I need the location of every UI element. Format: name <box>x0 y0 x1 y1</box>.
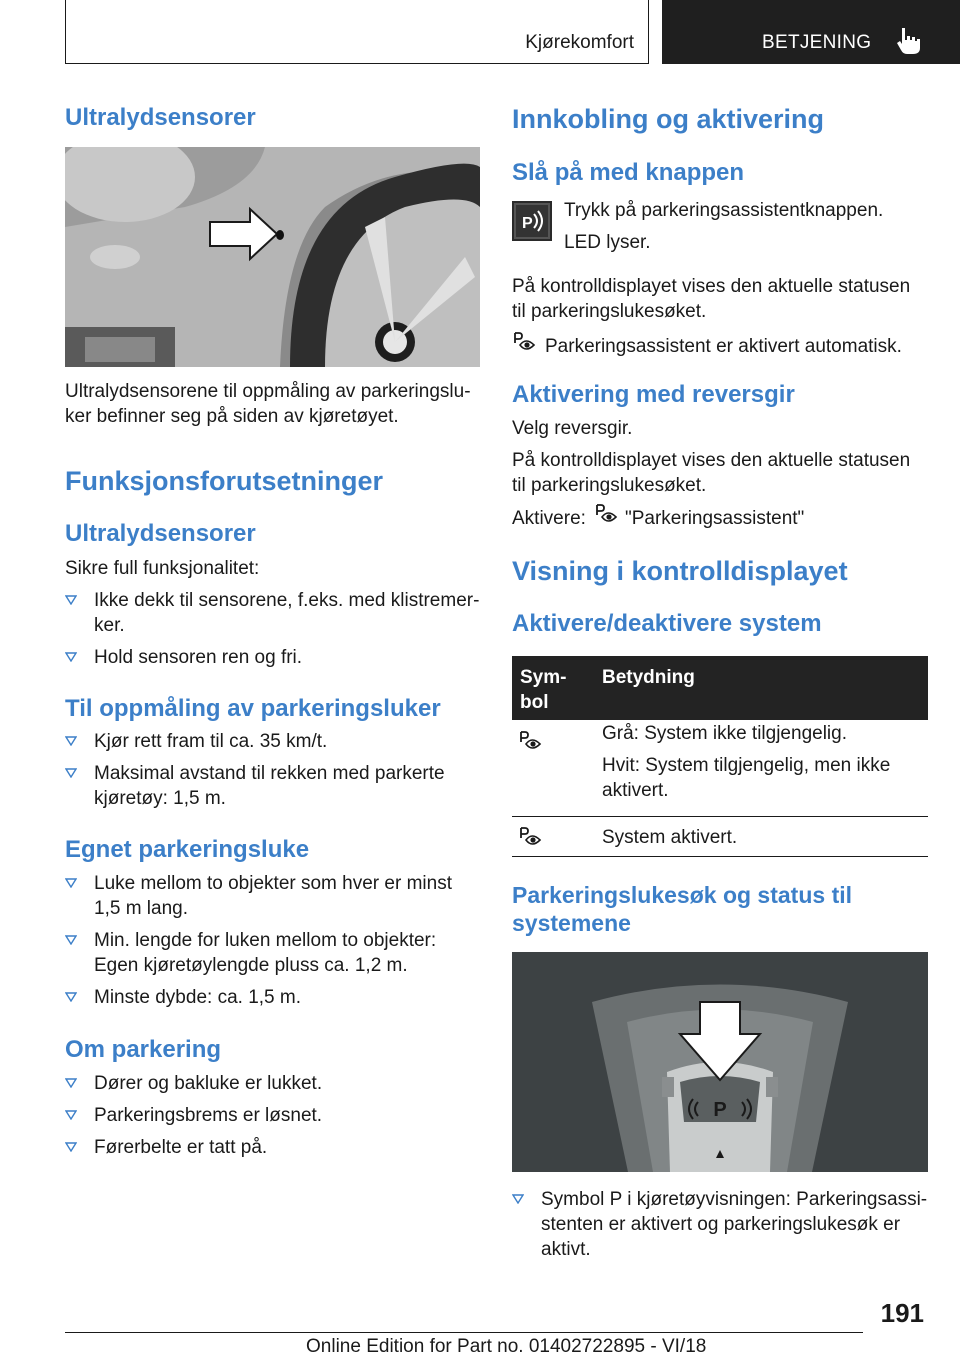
heading-egnet-parkeringsluke: Egnet parkeringsluke <box>65 836 310 863</box>
triangle-bullet-icon <box>65 1110 77 1120</box>
caption-line-1: Ultralydsensorene til oppmåling av parkeringslu- <box>65 381 471 402</box>
heading-innkobling: Innkobling og aktivering <box>512 104 825 134</box>
heading-parkeringslukesok-2: systemene <box>512 910 631 936</box>
table-header-meaning: Betydning <box>602 667 695 688</box>
parking-assistant-active-icon <box>512 331 536 353</box>
heading-aktivering-reversgir: Aktivering med reversgir <box>512 381 795 408</box>
display-status-line1: På kontrolldisplayet vises den aktuelle statusen <box>512 276 911 297</box>
list-item: Dører og bakluke er lukket. <box>65 1071 485 1096</box>
list-item: Kjør rett fram til ca. 35 km/t. <box>65 729 485 754</box>
triangle-bullet-icon <box>65 736 77 746</box>
table-cell-white-2: aktivert. <box>602 780 669 801</box>
header-chapter-title: BETJENING <box>762 32 872 53</box>
table-cell-white: Hvit: System tilgjengelig, men ikke <box>602 755 891 776</box>
table-header: Sym- bol Betydning <box>512 656 928 720</box>
control-display-image <box>512 952 928 1172</box>
triangle-bullet-icon <box>65 992 77 1002</box>
triangle-bullet-icon <box>512 1194 524 1204</box>
header-section-title: Kjørekomfort <box>525 32 634 53</box>
heading-ultralydsensorer: Ultralydsensorer <box>65 104 256 131</box>
triangle-bullet-icon <box>65 768 77 778</box>
triangle-bullet-icon <box>65 935 77 945</box>
header-chapter-box <box>662 0 960 64</box>
sikre-text: Sikre full funksjonalitet: <box>65 558 260 579</box>
display-status2-line2: til parkeringslukesøket. <box>512 475 707 496</box>
svg-text:P: P <box>522 215 533 232</box>
list-suitable-space <box>65 871 485 1010</box>
list-sensor-care <box>65 588 485 670</box>
aktivere-menu-item: "Parkeringsassistent" <box>625 508 805 529</box>
list-item: Førerbelte er tatt på. <box>65 1135 485 1160</box>
list-item: Symbol P i kjøretøyvisningen: Parkeringsassi- stenten er aktivert og parkeringslukesøk er aktivt. <box>512 1187 932 1262</box>
triangle-bullet-icon <box>65 878 77 888</box>
list-measuring <box>65 729 485 811</box>
table-row <box>512 720 928 817</box>
triangle-bullet-icon <box>65 652 77 662</box>
heading-parkeringslukesok-1: Parkeringslukesøk og status til <box>512 882 853 908</box>
car-sensor-photo <box>65 147 480 367</box>
list-item: Ikke dekk til sensorene, f.eks. med klistremer- ker. <box>65 588 485 638</box>
display-status-line2: til parkeringslukesøket. <box>512 301 707 322</box>
trykk-text: Trykk på parkeringsassistentknappen. <box>564 200 884 221</box>
footer-edition: Online Edition for Part no. 01402722895 - VI/18 <box>306 1336 707 1357</box>
triangle-bullet-icon <box>65 1078 77 1088</box>
list-symbol-p <box>512 1187 932 1262</box>
header-section-box <box>65 0 649 64</box>
list-item: Luke mellom to objekter som hver er minst 1,5 m lang. <box>65 871 485 921</box>
list-item: Parkeringsbrems er løsnet. <box>65 1103 485 1128</box>
list-item: Hold sensoren ren og fri. <box>65 645 485 670</box>
auto-activated-text: Parkeringsassistent er aktivert automatisk. <box>545 336 902 357</box>
led-text: LED lyser. <box>564 232 651 253</box>
velg-reversgir-text: Velg reversgir. <box>512 418 633 439</box>
table-cell-active: System aktivert. <box>602 827 738 848</box>
aktivere-label: Aktivere: <box>512 508 586 529</box>
display-p-symbol: P <box>713 1099 727 1121</box>
table-row <box>512 817 928 857</box>
list-item: Min. lengde for luken mellom to objekter: Egen kjøretøylengde pluss ca. 1,2 m. <box>65 928 485 978</box>
heading-funksjonsforutsetninger: Funksjonsforutsetninger <box>65 466 384 496</box>
triangle-bullet-icon <box>65 595 77 605</box>
list-item: Maksimal avstand til rekken med parkerte kjøretøy: 1,5 m. <box>65 761 485 811</box>
parking-assistant-active-icon <box>518 826 542 848</box>
heading-visning: Visning i kontrolldisplayet <box>512 556 848 586</box>
heading-aktivere-deaktivere: Aktivere/deaktivere system <box>512 610 822 637</box>
hand-pointer-icon <box>894 26 924 56</box>
heading-ultralydsensorer-sub: Ultralydsensorer <box>65 520 256 547</box>
caption-line-2: ker befinner seg på siden av kjøretøyet. <box>65 406 399 427</box>
display-status2-line1: På kontrolldisplayet vises den aktuelle statusen <box>512 450 911 471</box>
list-item: Minste dybde: ca. 1,5 m. <box>65 985 485 1010</box>
heading-om-parkering: Om parkering <box>65 1036 222 1063</box>
heading-til-oppmaling: Til oppmåling av parkeringsluker <box>65 695 441 722</box>
list-about-parking <box>65 1071 485 1160</box>
symbol-table <box>512 656 928 857</box>
triangle-bullet-icon <box>65 1142 77 1152</box>
parking-assistant-icon <box>518 730 542 752</box>
parking-assistant-menu-icon <box>594 503 618 525</box>
parking-assistant-button-icon <box>512 201 552 241</box>
table-cell-grey: Grå: System ikke tilgjengelig. <box>602 723 847 744</box>
footer-divider <box>65 1332 863 1333</box>
heading-sla-pa: Slå på med knappen <box>512 159 745 186</box>
page-number: 191 <box>880 1298 924 1328</box>
